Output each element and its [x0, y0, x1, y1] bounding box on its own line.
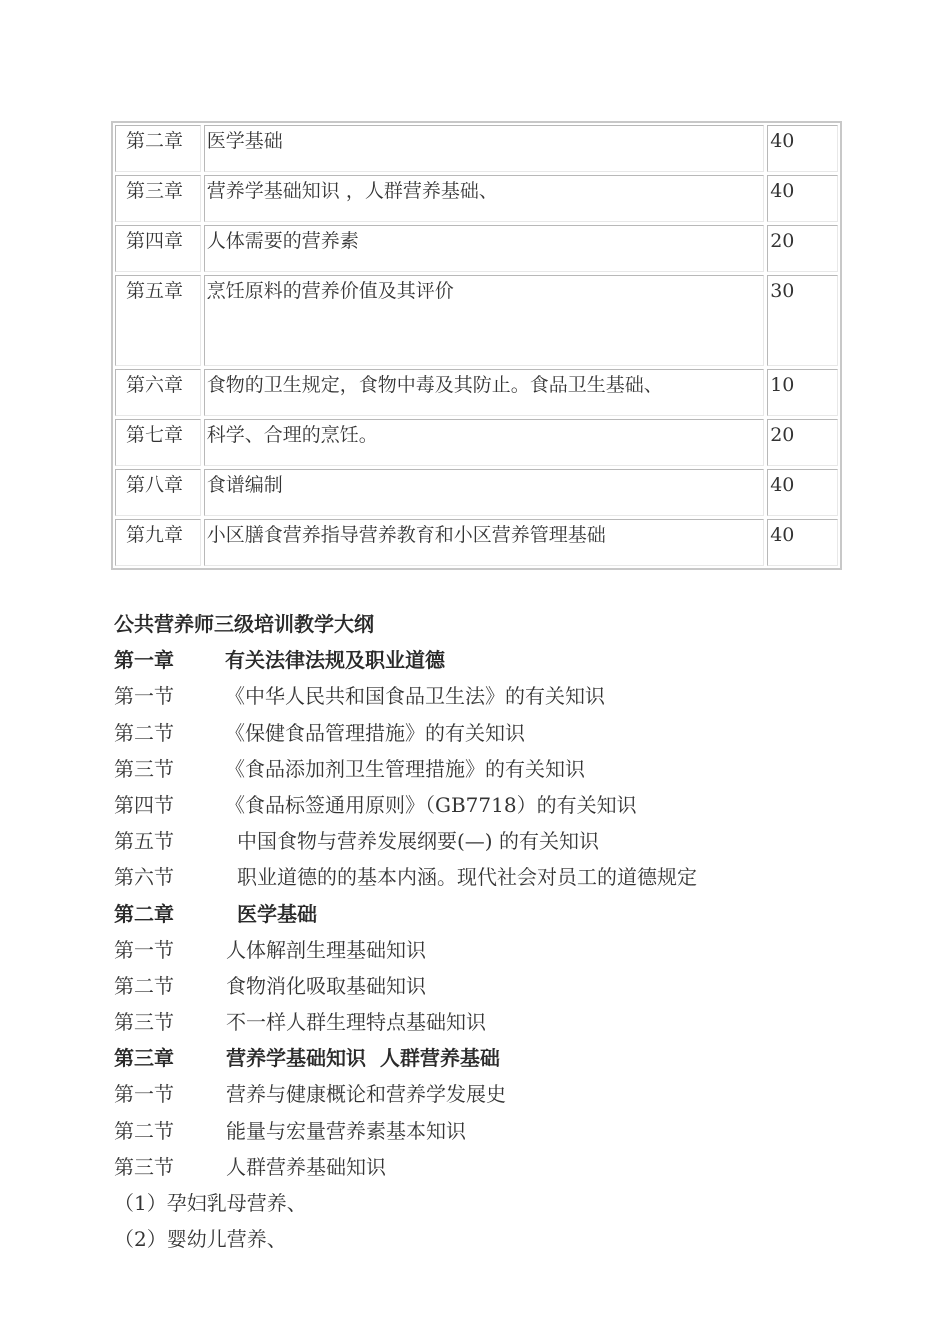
chapter-cell: 第三章 [115, 175, 201, 222]
chapter-label: 第一章 [114, 648, 174, 673]
chapter-title: 有关法律法规及职业道德 [225, 648, 445, 673]
table-row [115, 125, 838, 172]
chapter-label: 第三章 [114, 1046, 174, 1071]
section-label: 第五节 [114, 829, 174, 854]
table-row [115, 519, 838, 566]
section-label: 第二节 [114, 973, 174, 998]
section-line [114, 1076, 914, 1112]
hours-cell: 40 [767, 175, 838, 222]
chapter-title: 营养学基础知识 人群营养基础 [226, 1046, 500, 1071]
section-line [114, 1149, 914, 1185]
section-title: 营养与健康概论和营养学发展史 [226, 1082, 506, 1107]
chapter-cell: 第八章 [115, 469, 201, 516]
title-cell: 食物的卫生规定，食物中毒及其防止。食品卫生基础、 [204, 369, 764, 416]
chapter-label: 第二章 [114, 901, 174, 926]
section-label: 第二节 [114, 1118, 174, 1143]
section-line [114, 751, 914, 787]
section-label: 第一节 [114, 684, 174, 709]
section-line [114, 1004, 914, 1040]
chapter-heading [114, 642, 914, 678]
chapter-title: 医学基础 [237, 901, 317, 926]
chapter-cell: 第七章 [115, 419, 201, 466]
hours-cell: 40 [767, 125, 838, 172]
table-row [115, 175, 838, 222]
table-row [115, 419, 838, 466]
section-title: 人体解剖生理基础知识 [226, 937, 426, 962]
section-line [114, 715, 914, 751]
hours-cell: 30 [767, 275, 838, 366]
title-cell: 烹饪原料的营养价值及其评价 [204, 275, 764, 366]
section-title: 职业道德的的基本内涵。现代社会对员工的道德规定 [237, 865, 697, 890]
table-row [115, 469, 838, 516]
section-line [114, 678, 914, 714]
section-line [114, 823, 914, 859]
hours-cell: 40 [767, 519, 838, 566]
title-cell: 小区膳食营养指导营养教育和小区营养管理基础 [204, 519, 764, 566]
section-label: 第三节 [114, 1010, 174, 1035]
chapter-heading [114, 1040, 914, 1076]
hours-cell: 40 [767, 469, 838, 516]
section-line [114, 932, 914, 968]
chapter-cell: 第五章 [115, 275, 201, 366]
section-title: 《保健食品管理措施》的有关知识 [225, 720, 525, 745]
hours-cell: 10 [767, 369, 838, 416]
list-item: （2）婴幼儿营养、 [114, 1227, 287, 1252]
section-line [114, 787, 914, 823]
chapter-cell: 第六章 [115, 369, 201, 416]
chapter-cell: 第九章 [115, 519, 201, 566]
section-title: 《食品标签通用原则》（GB7718）的有关知识 [225, 792, 637, 817]
section-title: 《中华人民共和国食品卫生法》的有关知识 [225, 684, 605, 709]
section-title: 中国食物与营养发展纲要(—) 的有关知识 [237, 829, 599, 854]
section-label: 第三节 [114, 756, 174, 781]
chapter-hours-table [111, 121, 842, 570]
hours-cell: 20 [767, 225, 838, 272]
section-line [114, 968, 914, 1004]
hours-cell: 20 [767, 419, 838, 466]
section-label: 第三节 [114, 1154, 174, 1179]
title-cell: 医学基础 [204, 125, 764, 172]
title-cell: 营养学基础知识 ，人群营养基础、 [204, 175, 764, 222]
section-title: 《食品添加剂卫生管理措施》的有关知识 [225, 756, 585, 781]
title-cell: 人体需要的营养素 [204, 225, 764, 272]
section-title: 人群营养基础知识 [226, 1154, 386, 1179]
table-row [115, 275, 838, 366]
title-cell: 科学、合理的烹饪。 [204, 419, 764, 466]
section-label: 第一节 [114, 937, 174, 962]
section-title: 食物消化吸取基础知识 [226, 973, 426, 998]
training-outline [114, 606, 914, 1257]
list-item: （1）孕妇乳母营养、 [114, 1191, 307, 1215]
section-title: 不一样人群生理特点基础知识 [226, 1010, 486, 1035]
section-line [114, 859, 914, 895]
outline-heading: 公共营养师三级培训教学大纲 [114, 612, 374, 636]
title-cell: 食谱编制 [204, 469, 764, 516]
chapter-cell: 第四章 [115, 225, 201, 272]
section-label: 第四节 [114, 792, 174, 817]
section-title: 能量与宏量营养素基本知识 [226, 1118, 466, 1143]
chapter-heading [114, 896, 914, 932]
table-row [115, 225, 838, 272]
section-label: 第二节 [114, 720, 174, 745]
table-row [115, 369, 838, 416]
chapter-cell: 第二章 [115, 125, 201, 172]
section-line [114, 1113, 914, 1149]
section-label: 第一节 [114, 1082, 174, 1107]
section-label: 第六节 [114, 865, 174, 890]
